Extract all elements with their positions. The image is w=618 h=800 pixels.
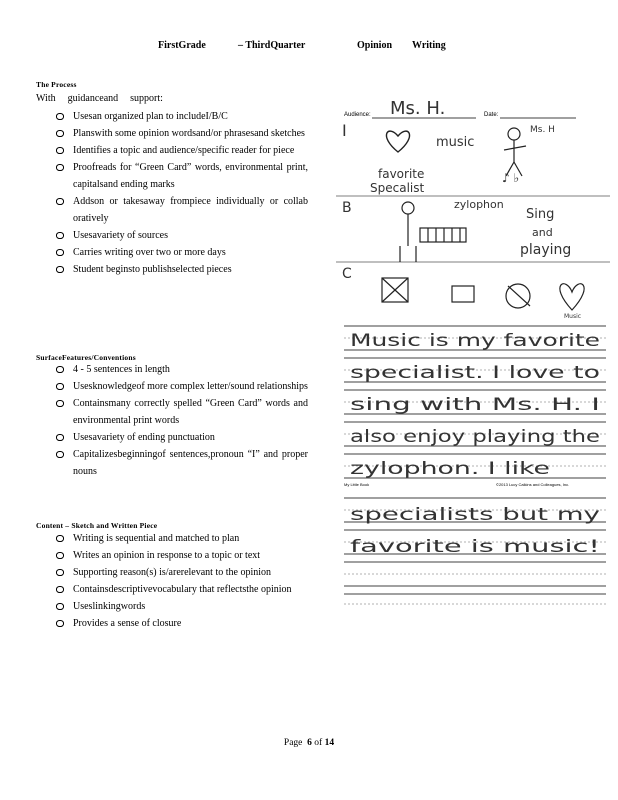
list-item: Student beginsto publishselected pieces	[56, 261, 308, 278]
sheet-footer-right: ©2013 Lucy Calkins and Colleagues, Inc.	[496, 482, 570, 487]
bullet-icon	[56, 603, 64, 610]
bullet-icon	[56, 113, 64, 120]
plan-c-drawings-icon	[382, 278, 584, 310]
list-item: Capitalizesbeginningof sentences,pronoun “I” and proper nouns	[56, 446, 308, 480]
written-line-4: also enjoy playing the	[350, 427, 600, 447]
stick-figure-icon	[504, 128, 526, 176]
xylophone-drawing-icon	[400, 202, 466, 262]
document-title	[0, 40, 618, 56]
plan-c-label: C	[342, 266, 352, 282]
content-list	[56, 530, 308, 632]
list-item: Writes an opinion in response to a topic or text	[56, 547, 308, 564]
written-line-7: favorite is music!	[350, 537, 600, 557]
list-item: Usesavariety of sources	[56, 227, 308, 244]
list-item: Planswith some opinion wordsand/or phrasesand sketches	[56, 125, 308, 142]
bullet-icon	[56, 535, 64, 542]
list-item: 4 - 5 sentences in length	[56, 361, 308, 378]
heart-icon	[386, 131, 409, 152]
surface-list	[56, 361, 308, 480]
i-text-msh: Ms. H	[530, 125, 555, 135]
written-line-6: specialists but my	[350, 505, 600, 525]
page-footer	[0, 738, 618, 748]
list-item: Carries writing over two or more days	[56, 244, 308, 261]
bullet-icon	[56, 451, 64, 458]
list-item: Useslinkingwords	[56, 598, 308, 615]
bullet-icon	[56, 198, 64, 205]
list-item: Identifies a topic and audience/specific reader for piece	[56, 142, 308, 159]
music-note-icon: ♪ ♭	[502, 171, 520, 185]
c-text-music: Music	[564, 313, 582, 320]
written-line-1: Music is my favorite	[350, 331, 600, 351]
bullet-icon	[56, 232, 64, 239]
title-grade: FirstGrade	[158, 40, 206, 51]
list-item: Supporting reason(s) is/arerelevant to the opinion	[56, 564, 308, 581]
bullet-icon	[56, 552, 64, 559]
bullet-icon	[56, 266, 64, 273]
bullet-icon	[56, 164, 64, 171]
bullet-icon	[56, 147, 64, 154]
student-writing-sample	[336, 96, 612, 606]
written-line-3: sing with Ms. H. I	[350, 395, 600, 415]
title-quarter: – ThirdQuarter	[238, 40, 306, 51]
i-text-favorite: favorite	[378, 167, 425, 181]
bullet-icon	[56, 434, 64, 441]
list-item: Provides a sense of closure	[56, 615, 308, 632]
list-item: Containsdescriptivevocabulary that reflectsthe opinion	[56, 581, 308, 598]
page-total: 14	[324, 738, 335, 748]
b-text-zylophon: zylophon	[454, 198, 504, 211]
b-text-and: and	[532, 226, 553, 239]
list-item: Writing is sequential and matched to plan	[56, 530, 308, 547]
list-item: Usesknowledgeof more complex letter/sound relationships	[56, 378, 308, 395]
plan-b-label: B	[342, 200, 352, 216]
process-list	[56, 108, 308, 278]
page-number: 6	[307, 738, 312, 748]
bullet-icon	[56, 249, 64, 256]
list-item: Addson or takesaway frompiece individually or collab oratively	[56, 193, 308, 227]
list-item: Usesan organized plan to includeI/B/C	[56, 108, 308, 125]
process-heading: The Process	[36, 80, 77, 89]
title-type: Writing	[412, 40, 446, 51]
bullet-icon	[56, 383, 64, 390]
audience-value: Ms. H.	[390, 98, 446, 119]
surface-heading: SurfaceFeatures/Conventions	[36, 353, 136, 362]
process-lead: With guidanceand support:	[36, 93, 163, 104]
b-text-sing: Sing	[526, 207, 555, 222]
plan-i-label: I	[342, 121, 347, 140]
title-subject: Opinion	[357, 40, 393, 51]
written-line-5: zylophon. I like	[350, 459, 550, 479]
written-line-2: specialist. I love to	[350, 363, 600, 383]
bullet-icon	[56, 400, 64, 407]
content-heading: Content – Sketch and Written Piece	[36, 521, 158, 530]
i-text-music: music	[436, 135, 475, 150]
i-text-specalist: Specalist	[370, 181, 425, 195]
date-label: Date:	[484, 112, 499, 118]
bullet-icon	[56, 366, 64, 373]
of-label: of	[314, 738, 323, 748]
writing-sample-svg	[336, 96, 612, 606]
list-item: Proofreads for “Green Card” words, environmental print, capitalsand ending marks	[56, 159, 308, 193]
bullet-icon	[56, 620, 64, 627]
page-label: Page	[283, 738, 303, 748]
list-item: Usesavariety of ending punctuation	[56, 429, 308, 446]
list-item: Containsmany correctly spelled “Green Card” words and environmental print words	[56, 395, 308, 429]
sheet-footer-left: My Little Book	[344, 482, 370, 487]
audience-label: Audience:	[344, 112, 371, 118]
bullet-icon	[56, 586, 64, 593]
bullet-icon	[56, 130, 64, 137]
b-text-playing: playing	[520, 242, 572, 258]
bullet-icon	[56, 569, 64, 576]
